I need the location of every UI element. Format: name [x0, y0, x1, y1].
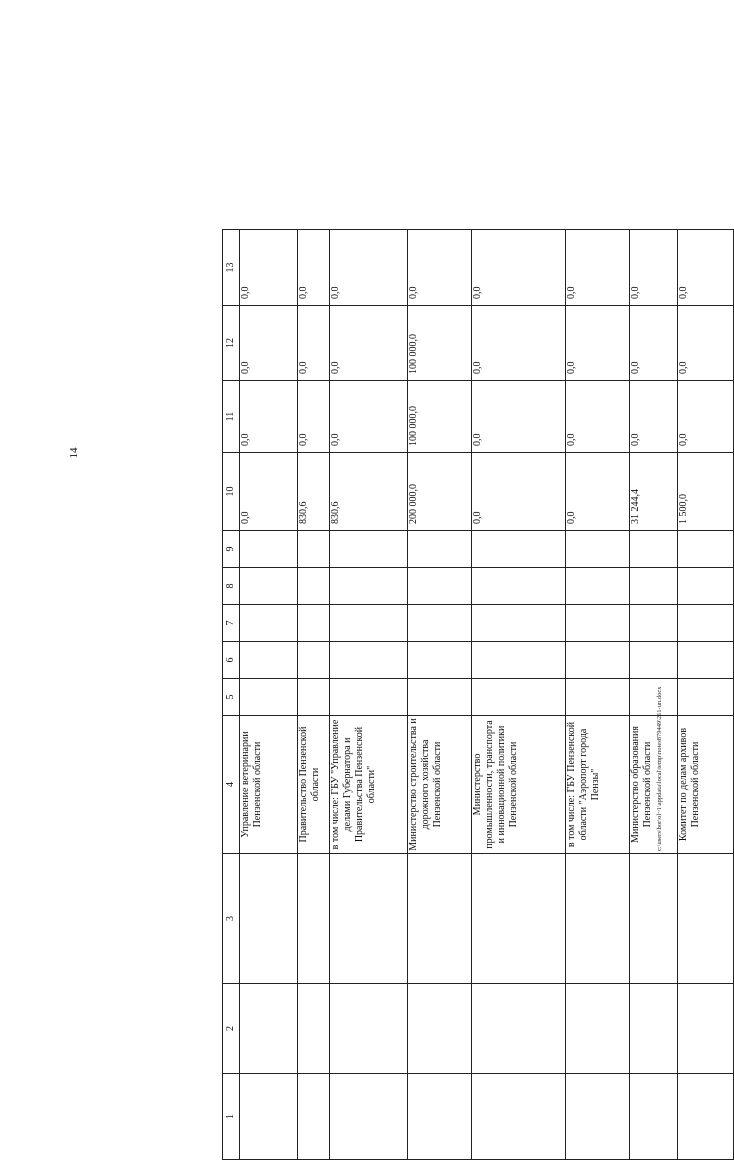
cell-col10: 0,0	[566, 453, 630, 531]
table-row	[240, 230, 298, 1160]
column-number-2: 2	[223, 984, 240, 1074]
cell-organization: Министерство промышленности, транспорта и инновационной политики Пензенской области	[472, 716, 566, 854]
cell-col7	[678, 605, 734, 642]
page-number: 14	[68, 447, 80, 459]
cell-col9	[330, 531, 408, 568]
cell-col10: 830,6	[298, 453, 330, 531]
cell-col12: 0,0	[330, 306, 408, 381]
cell-col2	[330, 984, 408, 1074]
cell-col7	[330, 605, 408, 642]
column-number-7: 7	[223, 605, 240, 642]
cell-col5	[408, 679, 472, 716]
cell-col8	[678, 568, 734, 605]
cell-col8	[408, 568, 472, 605]
cell-col13: 0,0	[630, 230, 678, 306]
column-number-1: 1	[223, 1074, 240, 1160]
cell-col13: 0,0	[408, 230, 472, 306]
cell-col9	[566, 531, 630, 568]
cell-col2	[678, 984, 734, 1074]
column-number-10: 10	[223, 453, 240, 531]
cell-col11: 0,0	[566, 381, 630, 453]
cell-col10: 830,6	[330, 453, 408, 531]
column-number-3: 3	[223, 854, 240, 984]
cell-col9	[240, 531, 298, 568]
cell-col1	[630, 1074, 678, 1160]
cell-col1	[330, 1074, 408, 1160]
cell-col5	[298, 679, 330, 716]
cell-col5	[566, 679, 630, 716]
cell-col8	[472, 568, 566, 605]
cell-col3	[240, 854, 298, 984]
cell-organization: Правительство Пензенской области	[298, 716, 330, 854]
cell-col13: 0,0	[330, 230, 408, 306]
cell-col7	[566, 605, 630, 642]
cell-col10: 31 244,4	[630, 453, 678, 531]
cell-organization: Комитет по делам архивов Пензенской области	[678, 716, 734, 854]
cell-col3	[472, 854, 566, 984]
cell-col13: 0,0	[298, 230, 330, 306]
cell-organization: в том числе: ГБУ Пензенской области "Аэропорт города Пензы"	[566, 716, 630, 854]
cell-col1	[566, 1074, 630, 1160]
cell-col3	[330, 854, 408, 984]
cell-col7	[298, 605, 330, 642]
cell-col7	[408, 605, 472, 642]
cell-col6	[678, 642, 734, 679]
cell-col6	[566, 642, 630, 679]
cell-col8	[240, 568, 298, 605]
cell-organization: Министерство образования Пензенской области	[630, 716, 678, 854]
column-number-4: 4	[223, 716, 240, 854]
column-number-11: 11	[223, 381, 240, 453]
cell-col6	[408, 642, 472, 679]
table-row	[678, 230, 734, 1160]
cell-col2	[240, 984, 298, 1074]
cell-col5	[330, 679, 408, 716]
cell-col12: 0,0	[240, 306, 298, 381]
cell-col9	[298, 531, 330, 568]
table-row	[566, 230, 630, 1160]
cell-col11: 100 000,0	[408, 381, 472, 453]
cell-col13: 0,0	[678, 230, 734, 306]
cell-col12: 0,0	[566, 306, 630, 381]
cell-col1	[240, 1074, 298, 1160]
table-row	[298, 230, 330, 1160]
table-row	[472, 230, 566, 1160]
cell-col8	[330, 568, 408, 605]
column-number-13: 13	[223, 230, 240, 306]
cell-col3	[566, 854, 630, 984]
cell-col9	[408, 531, 472, 568]
cell-col10: 200 000,0	[408, 453, 472, 531]
cell-col13: 0,0	[240, 230, 298, 306]
cell-col2	[630, 984, 678, 1074]
column-number-row	[223, 230, 240, 1160]
column-number-8: 8	[223, 568, 240, 605]
cell-col12: 100 000,0	[408, 306, 472, 381]
cell-col3	[298, 854, 330, 984]
cell-col1	[472, 1074, 566, 1160]
cell-col12: 0,0	[678, 306, 734, 381]
cell-col2	[566, 984, 630, 1074]
cell-col1	[298, 1074, 330, 1160]
footer-file-path: c:\users\bor\ol~1\appdata\local\temp\notes879449\211-un.docx	[656, 686, 663, 851]
table-row	[330, 230, 408, 1160]
cell-col13: 0,0	[472, 230, 566, 306]
cell-col6	[240, 642, 298, 679]
cell-col2	[408, 984, 472, 1074]
cell-col6	[330, 642, 408, 679]
cell-col7	[472, 605, 566, 642]
cell-col12: 0,0	[298, 306, 330, 381]
cell-col3	[408, 854, 472, 984]
cell-col3	[630, 854, 678, 984]
column-number-6: 6	[223, 642, 240, 679]
cell-col10: 0,0	[472, 453, 566, 531]
cell-col11: 0,0	[630, 381, 678, 453]
cell-col8	[298, 568, 330, 605]
cell-col2	[298, 984, 330, 1074]
cell-col11: 0,0	[330, 381, 408, 453]
cell-col9	[678, 531, 734, 568]
cell-col10: 0,0	[240, 453, 298, 531]
cell-col11: 0,0	[240, 381, 298, 453]
cell-col2	[472, 984, 566, 1074]
table-row	[408, 230, 472, 1160]
cell-col11: 0,0	[472, 381, 566, 453]
column-number-9: 9	[223, 531, 240, 568]
column-number-12: 12	[223, 306, 240, 381]
column-number-5: 5	[223, 679, 240, 716]
cell-col1	[408, 1074, 472, 1160]
cell-organization: Управление ветеринарии Пензенской области	[240, 716, 298, 854]
cell-col9	[472, 531, 566, 568]
cell-col12: 0,0	[630, 306, 678, 381]
cell-organization: в том числе: ГБУ "Управление делами Губернатора и Правительства Пензенской области"	[330, 716, 408, 854]
cell-col8	[566, 568, 630, 605]
cell-col1	[678, 1074, 734, 1160]
cell-col5	[472, 679, 566, 716]
cell-col3	[678, 854, 734, 984]
cell-col12: 0,0	[472, 306, 566, 381]
cell-col5	[678, 679, 734, 716]
cell-col11: 0,0	[298, 381, 330, 453]
cell-col5	[240, 679, 298, 716]
cell-col13: 0,0	[566, 230, 630, 306]
cell-col7	[240, 605, 298, 642]
cell-col10: 1 500,0	[678, 453, 734, 531]
cell-organization: Министерство строительства и дорожного хозяйства Пензенской области	[408, 716, 472, 854]
cell-col6	[298, 642, 330, 679]
cell-col11: 0,0	[678, 381, 734, 453]
cell-col6	[472, 642, 566, 679]
